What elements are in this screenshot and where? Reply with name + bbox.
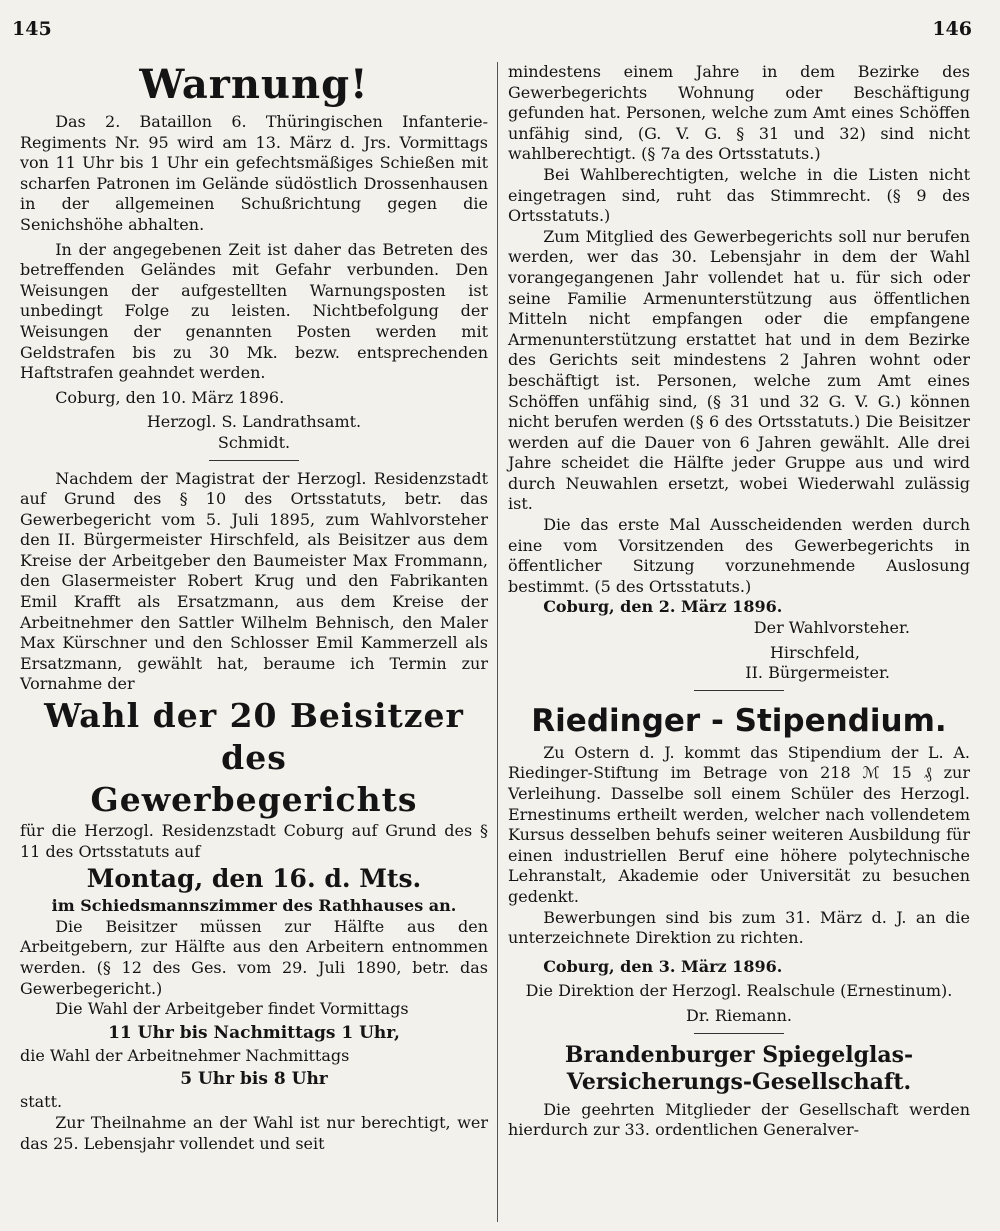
left-column — [20, 62, 488, 1154]
scholarship-heading: Riedinger - Stipendium. — [531, 702, 947, 739]
election-paragraph-5: die Wahl der Arbeitnehmer Nachmittags — [20, 1045, 350, 1065]
election-paragraph-7: Zur Theilnahme an der Wahl ist nur berechtigt, wer das 25. Lebensjahr vollendet und seit — [20, 1112, 488, 1153]
scholarship-signature: Dr. Riemann. — [686, 1005, 792, 1025]
eligibility-paragraph-2: Bei Wahlberechtigten, welche in die Listen nicht eingetragen sind, ruht das Stimmrecht. (§ 9 des Ortsstatuts.) — [508, 164, 970, 226]
warning-office: Herzogl. S. Landrathsamt. — [146, 412, 362, 432]
warning-heading: Warnung! — [139, 61, 369, 108]
eligibility-paragraph-3: Zum Mitglied des Gewerbegerichts soll nur berufen werden, wer das 30. Lebensjahr in dem der Wahl vorangegangenen Jahr vollendet hat u. für sich oder seine Familie Armenunterstützung aus öffentlichen Mitteln nicht empfangen oder die empfangene Armenunterstützung erstattet hat und in dem Bezirke des Gerichts seit mindestens 2 Jahren wohnt oder beschäftigt ist. Personen, welche zum Amt eines Schöffen unfähig sind, (§ 31 und 32 G. V. G.) können nicht berufen werden (§ 6 des Ortsstatuts.) Die Beisitzer werden auf die Dauer von 6 Jahren gewählt. Alle drei Jahre scheidet die Hälfte jeder Gruppe aus und wird durch Neuwahlen ersetzt, wobei Wiederwahl zulässig ist. — [508, 226, 970, 514]
scholarship-paragraph-2: Bewerbungen sind bis zum 31. März d. J. an die unterzeichnete Direktion zu richten. — [508, 907, 970, 948]
warning-paragraph-2: In der angegebenen Zeit ist daher das Betreten des betreffenden Geländes mit Gefahr verbunden. Den Weisungen der aufgestellten Warnungsposten ist unbedingt Folge zu leisten. Nichtbefolgung der Weisungen der genannten Posten werden mit Geldstrafen bis zu 30 Mk. bezw. entsprechenden Haftstrafen geahndet werden. — [20, 239, 488, 383]
eligibility-paragraph-4: Die das erste Mal Ausscheidenden werden durch eine vom Vorsitzenden des Gewerbegerichts in öffentlicher Sitzung vorzunehmende Auslosung bestimmt. (5 des Ortsstatuts.) — [508, 515, 970, 596]
election-hours-employers: 11 Uhr bis Nachmittags 1 Uhr, — [108, 1022, 400, 1043]
eligibility-signature-title: II. Bürgermeister. — [745, 663, 890, 683]
election-hours-employees: 5 Uhr bis 8 Uhr — [180, 1069, 328, 1090]
election-heading-line-1: Wahl der 20 Beisitzer des — [44, 696, 464, 778]
eligibility-place-date: Coburg, den 2. März 1896. — [543, 597, 783, 617]
column-divider — [497, 62, 498, 1222]
insurance-heading-line-2: Versicherungs-Gesellschaft. — [566, 1068, 912, 1095]
election-date: Montag, den 16. d. Mts. — [86, 864, 422, 894]
scholarship-place-date: Coburg, den 3. März 1896. — [543, 956, 783, 976]
insurance-heading-line-1: Brandenburger Spiegelglas- — [564, 1041, 914, 1068]
election-heading-line-2: Gewerbegerichts — [90, 780, 418, 820]
election-paragraph-4: Die Wahl der Arbeitgeber findet Vormittags — [55, 999, 409, 1019]
page-number-right: 146 — [932, 18, 972, 40]
eligibility-signature-name: Hirschfeld, — [769, 642, 860, 662]
warning-place-date: Coburg, den 10. März 1896. — [55, 387, 285, 407]
insurance-paragraph-1: Die geehrten Mitglieder der Gesellschaft werden hierdurch zur 33. ordentlichen Generalver- — [508, 1099, 970, 1140]
eligibility-office: Der Wahlvorsteher. — [753, 618, 910, 638]
section-rule — [209, 460, 299, 461]
page-number-left: 145 — [12, 18, 52, 40]
election-room: im Schiedsmannszimmer des Rathhauses an. — [51, 896, 457, 916]
scholarship-office: Die Direktion der Herzogl. Realschule (Ernestinum). — [525, 981, 953, 1001]
scholarship-paragraph-1: Zu Ostern d. J. kommt das Stipendium der L. A. Riedinger-Stiftung im Betrage von 218 ℳ 15 ₰ zur Verleihung. Dasselbe soll einem Schüler des Herzogl. Ernestinums ertheilt werden, welcher nach vollendetem Kursus desselben behufs seiner weiteren Ausbildung für einen industriellen Beruf eine höhere polytechnische Lehranstalt, Akademie oder Universität zu besuchen gedenkt. — [508, 742, 970, 906]
section-rule — [694, 690, 784, 691]
warning-paragraph-1: Das 2. Bataillon 6. Thüringischen Infanterie-Regiments Nr. 95 wird am 13. März d. Jrs. Vormittags von 11 Uhr bis 1 Uhr ein gefechtsmäßiges Schießen mit scharfen Patronen im Gelände südöstlich Drossenhausen in der allgemeinen Schußrichtung gegen die Senichshöhe abhalten. — [20, 112, 488, 234]
section-rule — [694, 1033, 784, 1034]
election-paragraph-6: statt. — [20, 1092, 63, 1112]
warning-signature: Schmidt. — [217, 432, 291, 452]
election-intro: Nachdem der Magistrat der Herzogl. Residenzstadt auf Grund des § 10 des Ortsstatuts, betr. das Gewerbegericht vom 5. Juli 1895, zum Wahlvorsteher den II. Bürgermeister Hirschfeld, als Beisitzer aus dem Kreise der Arbeitgeber den Baumeister Max Frommann, den Glasermeister Robert Krug und den Fabrikanten Emil Krafft als Ersatzmann, aus dem Kreise der Arbeitnehmer den Sattler Wilhelm Behnisch, den Maler Max Kürschner und den Schlosser Emil Kammerzell als Ersatzmann, gewählt hat, beraume ich Termin zur Vornahme der — [20, 468, 488, 694]
election-paragraph-2: für die Herzogl. Residenzstadt Coburg auf Grund des § 11 des Ortsstatuts auf — [20, 821, 488, 861]
eligibility-paragraph-1: mindestens einem Jahre in dem Bezirke des Gewerbegerichts Wohnung oder Beschäftigung gefunden hat. Personen, welche zum Amt eines Schöffen unfähig sind, (G. V. G. § 31 und 32) sind nicht wahlberechtigt. (§ 7a des Ortsstatuts.) — [508, 62, 970, 164]
election-paragraph-3: Die Beisitzer müssen zur Hälfte aus den Arbeitgebern, zur Hälfte aus den Arbeitern entnommen werden. (§ 12 des Ges. vom 29. Juli 1890, betr. das Gewerbegericht.) — [20, 916, 488, 998]
right-column — [508, 62, 970, 1141]
